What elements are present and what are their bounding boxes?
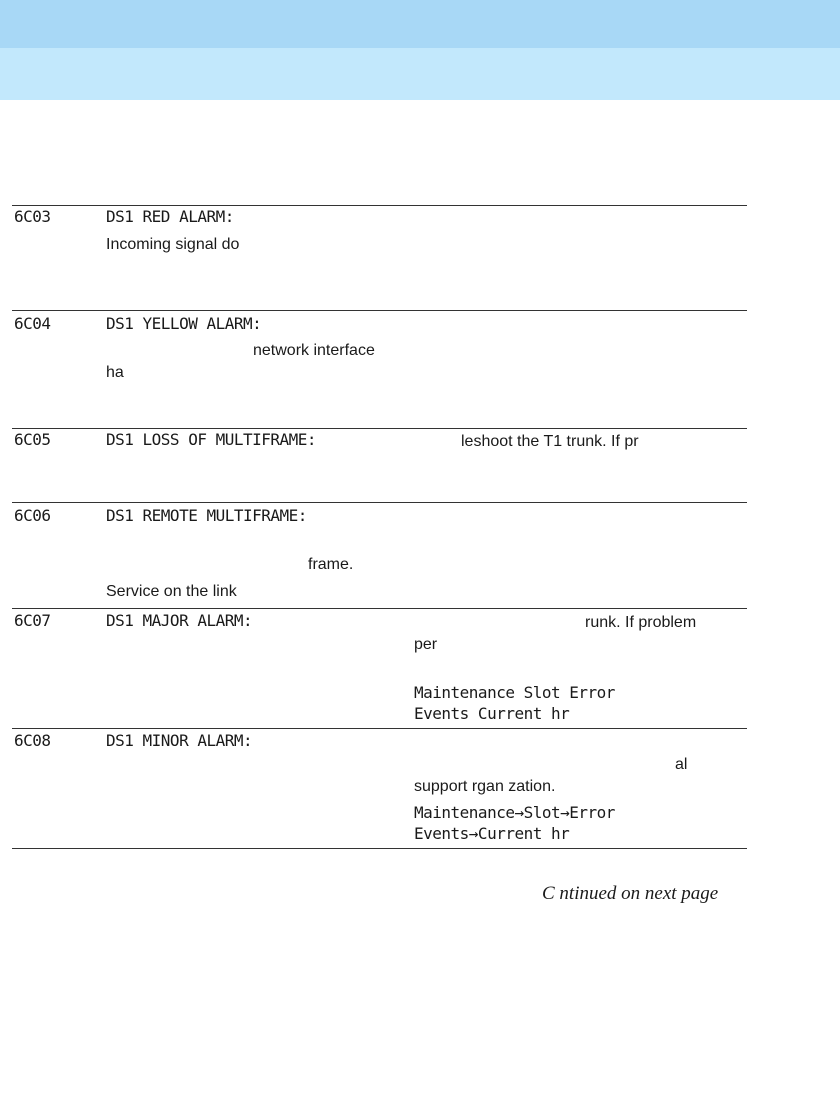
alarm-code: 6C07 [14,611,51,630]
alarm-name: DS1 MAJOR ALARM: [106,611,253,630]
header-band-bottom [0,48,840,100]
alarm-name: DS1 RED ALARM: [106,207,234,226]
alarm-description: ha [106,364,124,381]
header-band-top [0,0,840,48]
menu-path: Events Current hr [414,704,570,723]
menu-path: Maintenance→Slot→Error [414,803,615,822]
alarm-code: 6C03 [14,207,51,226]
row-divider [12,502,747,503]
alarm-name: DS1 YELLOW ALARM: [106,314,262,333]
alarm-action: support rgan zation. [414,778,556,795]
continued-note: C ntinued on next page [542,883,719,904]
row-divider [12,608,747,609]
alarm-code: 6C05 [14,430,51,449]
row-divider [12,205,747,206]
alarm-action: runk. If problem [585,614,697,631]
row-divider [12,728,747,729]
menu-path: Maintenance Slot Error [414,683,615,702]
alarm-description: Service on the link [106,583,237,600]
alarm-action: leshoot the T1 trunk. If pr [461,433,639,450]
alarm-action: per [414,636,438,653]
row-divider [12,310,747,311]
alarm-action: al [675,756,688,773]
alarm-name: DS1 MINOR ALARM: [106,731,253,750]
alarm-code: 6C04 [14,314,51,333]
alarm-description: frame. [308,556,354,573]
alarm-name: DS1 REMOTE MULTIFRAME: [106,506,307,525]
menu-path: Events→Current hr [414,824,570,843]
row-divider [12,428,747,429]
alarm-name: DS1 LOSS OF MULTIFRAME: [106,430,317,449]
row-divider [12,848,747,849]
alarm-code: 6C06 [14,506,51,525]
alarm-description: network interface [253,342,375,359]
alarm-code: 6C08 [14,731,51,750]
alarm-description: Incoming signal do [106,236,240,253]
